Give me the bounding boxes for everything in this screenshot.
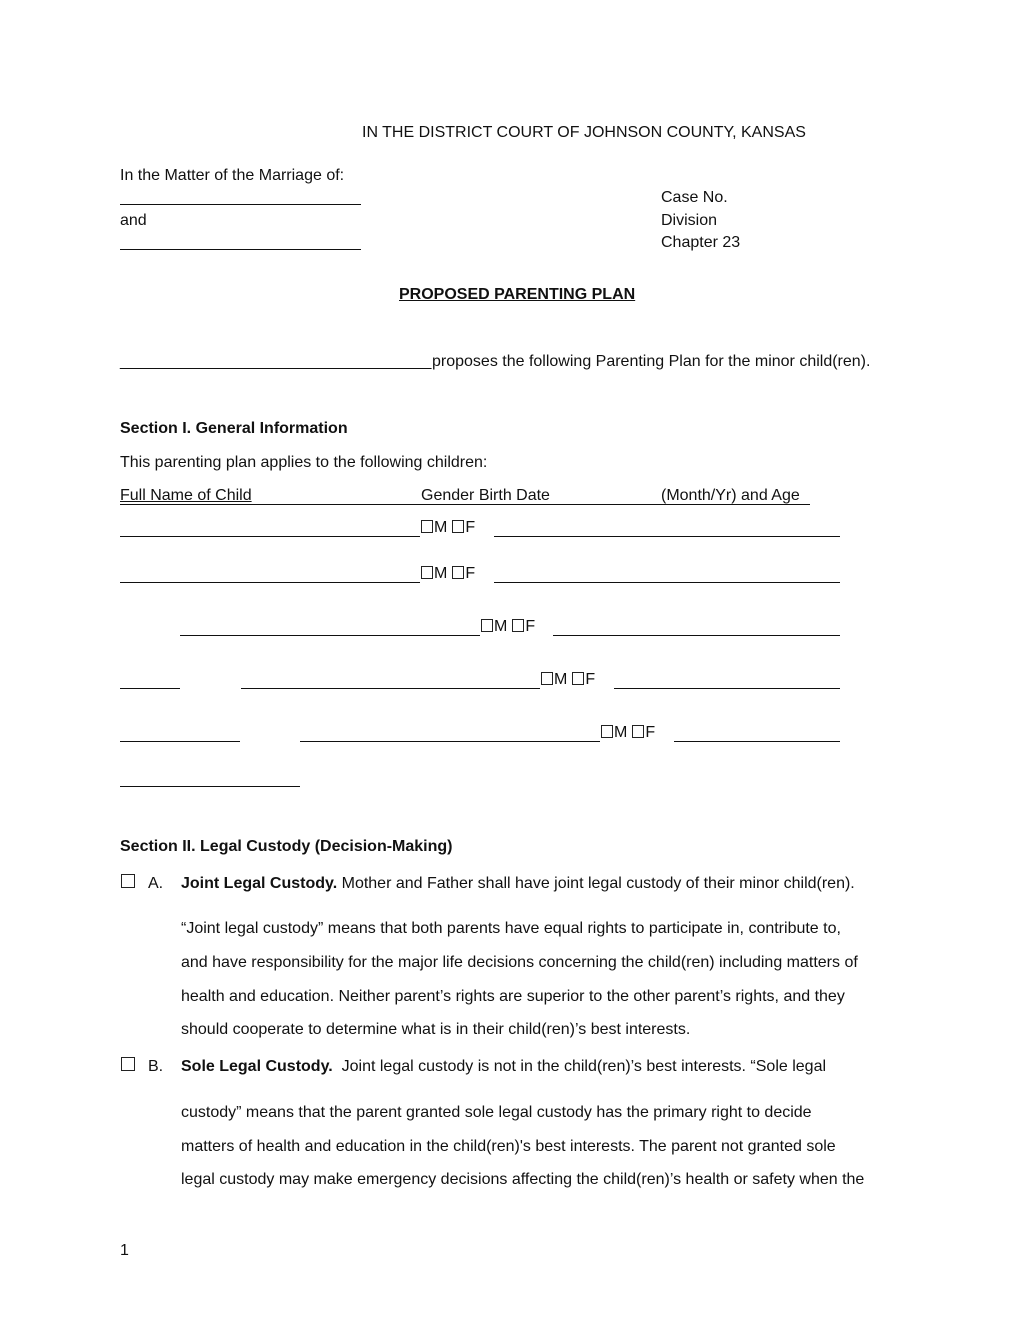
child-2-birth-line <box>494 582 840 583</box>
child-1-name-line <box>120 536 420 537</box>
option-a-checkbox[interactable] <box>121 874 135 888</box>
child-1-gender-f-checkbox[interactable] <box>452 520 464 533</box>
option-b-checkbox[interactable] <box>121 1057 135 1071</box>
child-4-gender: M F <box>541 670 595 690</box>
child-4-name-line <box>241 688 540 689</box>
division-label: Division <box>661 212 718 229</box>
child-5-name-line <box>300 741 600 742</box>
child-3-gender-m-checkbox[interactable] <box>481 619 493 632</box>
option-a-para-4: should cooperate to determine what is in their child(ren)’s best interests. <box>181 1021 691 1038</box>
case-no-label: Case No. <box>661 189 728 206</box>
chapter-label: Chapter 23 <box>661 234 741 251</box>
child-4-gender-m-checkbox[interactable] <box>541 672 553 685</box>
option-b-checkbox-wrap <box>121 1056 136 1076</box>
child-1-birth-line <box>494 536 840 537</box>
child-2-gender-f-checkbox[interactable] <box>452 566 464 579</box>
option-b-para-1: custody” means that the parent granted sole legal custody has the primary right to decide <box>181 1104 812 1121</box>
party-two-line <box>120 249 361 250</box>
court-heading: IN THE DISTRICT COURT OF JOHNSON COUNTY, KANSAS <box>362 124 806 141</box>
option-b-para-2: matters of health and education in the child(ren)'s best interests. The parent not granted sole <box>181 1138 836 1155</box>
section-1-heading: Section I. General Information <box>120 420 348 437</box>
column-header-gender-birth: Gender Birth Date <box>421 487 550 504</box>
party-one-line <box>120 204 361 205</box>
child-2-gender-m-checkbox[interactable] <box>421 566 433 579</box>
child-5-gender-f-checkbox[interactable] <box>632 725 644 738</box>
option-a-text: Mother and Father shall have joint legal custody of their minor child(ren). <box>341 875 855 892</box>
option-b-letter: B. <box>148 1058 164 1075</box>
option-a-letter: A. <box>148 875 164 892</box>
page-title: PROPOSED PARENTING PLAN <box>399 286 636 303</box>
option-b-text: Joint legal custody is not in the child(ren)’s best interests. “Sole legal <box>341 1058 827 1075</box>
child-4-gender-f-checkbox[interactable] <box>572 672 584 685</box>
child-3-birth-line <box>553 635 840 636</box>
section-1-intro: This parenting plan applies to the following children: <box>120 454 488 471</box>
column-header-month-age: (Month/Yr) and Age <box>661 487 800 504</box>
child-2-name-line <box>120 582 420 583</box>
option-b-title: Sole Legal Custody. <box>181 1058 333 1075</box>
matter-label: In the Matter of the Marriage of: <box>120 167 345 184</box>
child-5-birth-line <box>674 741 840 742</box>
option-a-para-3: health and education. Neither parent’s rights are superior to the other parent’s rights, and they <box>181 988 845 1005</box>
page-number: 1 <box>120 1242 129 1259</box>
proposer-blank: ___________________________________ <box>120 353 432 370</box>
option-b-para-3: legal custody may make emergency decisions affecting the child(ren)’s health or safety when the <box>181 1171 865 1188</box>
option-a-para-1: “Joint legal custody” means that both parents have equal rights to participate in, contribute to, <box>181 920 841 937</box>
child-4-extra-line <box>120 688 180 689</box>
option-b-line <box>181 1057 826 1077</box>
child-5-gender: M F <box>601 723 655 743</box>
child-5-extra-line <box>120 741 240 742</box>
option-a-line <box>181 874 855 894</box>
option-a-para-2: and have responsibility for the major life decisions concerning the child(ren) including matters of <box>181 954 858 971</box>
child-1-gender: M F <box>421 518 475 538</box>
child-4-birth-line <box>614 688 840 689</box>
option-a-checkbox-wrap <box>121 873 136 893</box>
column-header-name: Full Name of Child <box>120 487 252 504</box>
child-3-gender-f-checkbox[interactable] <box>512 619 524 632</box>
child-3-gender: M F <box>481 617 535 637</box>
option-a-title: Joint Legal Custody. <box>181 875 338 892</box>
and-label: and <box>120 212 147 229</box>
proposes-text: proposes the following Parenting Plan for the minor child(ren). <box>432 353 871 370</box>
child-2-gender: M F <box>421 564 475 584</box>
child-5-gender-m-checkbox[interactable] <box>601 725 613 738</box>
section-2-heading: Section II. Legal Custody (Decision-Making) <box>120 838 453 855</box>
child-3-name-line <box>180 635 480 636</box>
child-6-extra-line <box>120 786 300 787</box>
child-1-gender-m-checkbox[interactable] <box>421 520 433 533</box>
